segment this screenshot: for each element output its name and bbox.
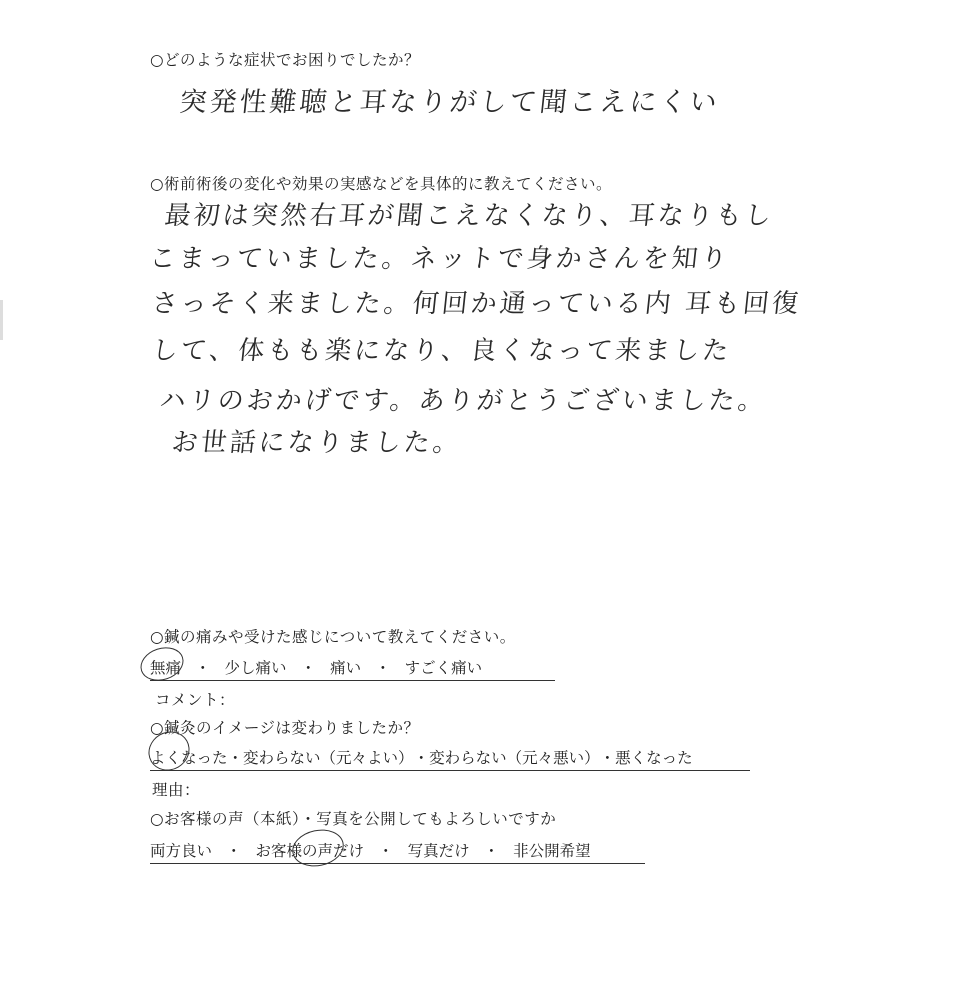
question-symptom: ○どのような症状でお困りでしたか？ xyxy=(150,51,421,69)
answer-changes-line-4: して、体もも楽になり、良くなって来ました xyxy=(150,336,733,366)
comment-label: コメント： xyxy=(155,691,236,709)
answer-changes-line-1: 最初は突然右耳が聞こえなくなり、耳なりもし xyxy=(163,201,776,231)
publish-option-private: 非公開希望 xyxy=(513,842,591,860)
scan-edge-mark xyxy=(0,300,3,340)
image-option-same-good: 変わらない（元々よい） xyxy=(243,749,414,767)
question-changes: ○術前術後の変化や効果の実感などを具体的に教えてください。 xyxy=(150,175,613,193)
question-publish: ○お客様の声（本紙）・写真を公開してもよろしいですか xyxy=(150,810,557,828)
pain-option-painful: 痛い xyxy=(330,659,362,677)
image-option-worse: 悪くなった xyxy=(615,749,693,767)
answer-changes-line-2: こまっていました。ネットで身かさんを知り xyxy=(148,244,732,274)
answer-changes-line-5: ハリのおかげです。ありがとうございました。 xyxy=(158,386,769,416)
image-option-same-bad: 変わらない（元々悪い） xyxy=(429,749,600,767)
publish-option-photo-only: 写真だけ xyxy=(407,842,470,860)
pain-options: 無痛 ・ 少し痛い ・ 痛い ・ すごく痛い xyxy=(150,656,555,681)
question-image: ○鍼灸のイメージは変わりましたか？ xyxy=(150,719,420,737)
publish-option-voice-only: お客様の声だけ xyxy=(255,842,365,860)
image-option-better: よくなった xyxy=(150,749,228,767)
answer-changes-line-3: さっそく来ました。何回か通っている内 耳も回復 xyxy=(150,289,803,319)
reason-label: 理由： xyxy=(152,781,201,799)
publish-option-both: 両方良い xyxy=(150,842,213,860)
pain-option-very: すごく痛い xyxy=(404,659,483,677)
answer-changes-line-6: お世話になりました。 xyxy=(170,428,464,458)
pain-option-none: 無痛 xyxy=(150,659,182,677)
selected-circle-mark xyxy=(289,825,347,871)
question-pain: ○鍼の痛みや受けた感じについて教えてください。 xyxy=(150,628,516,646)
answer-symptom-handwritten: 突発性難聴と耳なりがして聞こえにくい xyxy=(178,87,722,118)
publish-options: 両方良い ・ お客様の声だけ ・ 写真だけ ・ 非公開希望 xyxy=(150,839,645,864)
image-options: よくなった・変わらない（元々よい）・変わらない（元々悪い）・悪くなった xyxy=(150,746,750,771)
pain-option-slight: 少し痛い xyxy=(224,659,287,677)
